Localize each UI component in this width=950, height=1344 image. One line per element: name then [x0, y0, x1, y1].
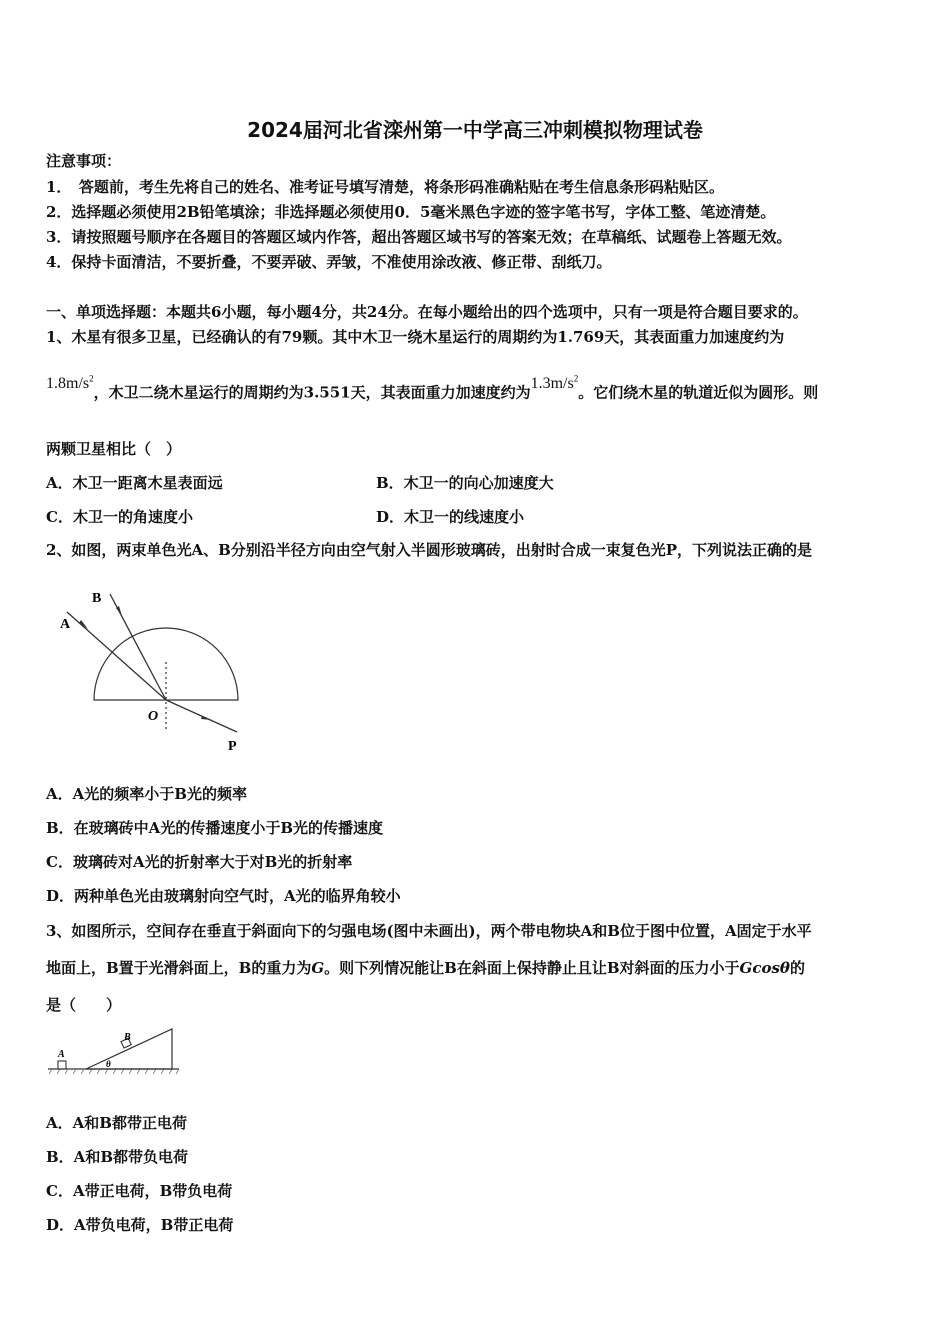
section-heading: 一、单项选择题：本题共6小题，每小题4分，共24分。在每小题给出的四个选项中，只有一项是符合题目要求的。	[46, 303, 808, 321]
q3-option-a[interactable]: A．A和B都带正电荷	[46, 1114, 187, 1132]
q1-line1: 1、木星有很多卫星，已经确认的有79颗。其中木卫一绕木星运行的周期约为1.769天，其表面重力加速度约为	[46, 328, 785, 346]
q1-option-b[interactable]: B．木卫一的向心加速度大	[376, 474, 554, 492]
q3-line3: 是（ ）	[46, 996, 122, 1014]
q1-option-d[interactable]: D．木卫一的线速度小	[376, 508, 525, 526]
q3-option-d[interactable]: D．A带负电荷，B带正电荷	[46, 1216, 234, 1234]
q3-incline-figure	[46, 1024, 186, 1079]
label-a: A	[58, 1049, 65, 1060]
block-a	[58, 1061, 66, 1069]
q2-option-b[interactable]: B．在玻璃砖中A光的传播速度小于B光的传播速度	[46, 819, 383, 837]
q3-option-c[interactable]: C．A带正电荷，B带负电荷	[46, 1182, 233, 1200]
q2-option-d[interactable]: D．两种单色光由玻璃射向空气时，A光的临界角较小	[46, 887, 401, 905]
q1-option-c[interactable]: C．木卫一的角速度小	[46, 508, 193, 526]
page-title: 2024届河北省滦州第一中学高三冲刺模拟物理试卷	[247, 118, 703, 142]
label-p: P	[228, 739, 237, 754]
label-theta: θ	[106, 1059, 111, 1069]
label-b: B	[92, 591, 102, 606]
q3-gcos-symbol: Gcosθ	[739, 959, 790, 977]
q1-option-a[interactable]: A．木卫一距离木星表面远	[46, 474, 223, 492]
ground-hatching	[49, 1069, 179, 1074]
ray-p	[166, 700, 237, 732]
label-a: A	[60, 617, 71, 632]
q1-g1: $1.8m/s^2$	[46, 374, 94, 393]
q3-option-b[interactable]: B．A和B都带负电荷	[46, 1148, 188, 1166]
notice-item-2: 2．选择题必须使用2B铅笔填涂；非选择题必须使用0．5毫米黑色字迹的签字笔书写，字体工整、笔迹清楚。	[46, 203, 776, 221]
ray-b-arrow	[116, 606, 122, 616]
notice-heading: 注意事项：	[46, 152, 122, 170]
notice-item-1: 1． 答题前，考生先将自己的姓名、准考证号填写清楚，将条形码准确粘贴在考生信息条形码粘贴区。	[46, 178, 724, 196]
label-o: O	[148, 709, 159, 724]
ray-a	[67, 612, 166, 700]
q3-line2: 地面上，B置于光滑斜面上，B的重力为G。则下列情况能让B在斜面上保持静止且让B对斜面的压力小于Gcosθ的	[46, 959, 805, 977]
label-b: B	[124, 1032, 131, 1043]
notice-item-4: 4．保持卡面清洁，不要折叠，不要弄破、弄皱，不准使用涂改液、修正带、刮纸刀。	[46, 253, 612, 271]
q2-semicircle-figure	[52, 582, 252, 757]
ray-p-arrow	[201, 716, 212, 720]
q1-line3: 两颗卫星相比（ ）	[46, 440, 182, 458]
notice-item-3: 3．请按照题号顺序在各题目的答题区域内作答，超出答题区域书写的答案无效；在草稿纸、试题卷上答题无效。	[46, 228, 792, 246]
q2-option-a[interactable]: A．A光的频率小于B光的频率	[46, 785, 247, 803]
q1-line2: $1.8m/s^2$，木卫二绕木星运行的周期约为3.551天，其表面重力加速度约为$1.3m/s^2$。它们绕木星的轨道近似为圆形。则	[46, 374, 819, 402]
q3-g-symbol: G	[311, 959, 325, 977]
q2-stem: 2、如图，两束单色光A、B分别沿半径方向由空气射入半圆形玻璃砖，出射时合成一束复色光P，下列说法正确的是	[46, 541, 813, 559]
q1-g2: $1.3m/s^2$	[530, 374, 579, 393]
q2-option-c[interactable]: C．玻璃砖对A光的折射率大于对B光的折射率	[46, 853, 353, 871]
q3-line1: 3、如图所示，空间存在垂直于斜面向下的匀强电场(图中未画出)，两个带电物块A和B位于图中位置，A固定于水平	[46, 922, 812, 940]
